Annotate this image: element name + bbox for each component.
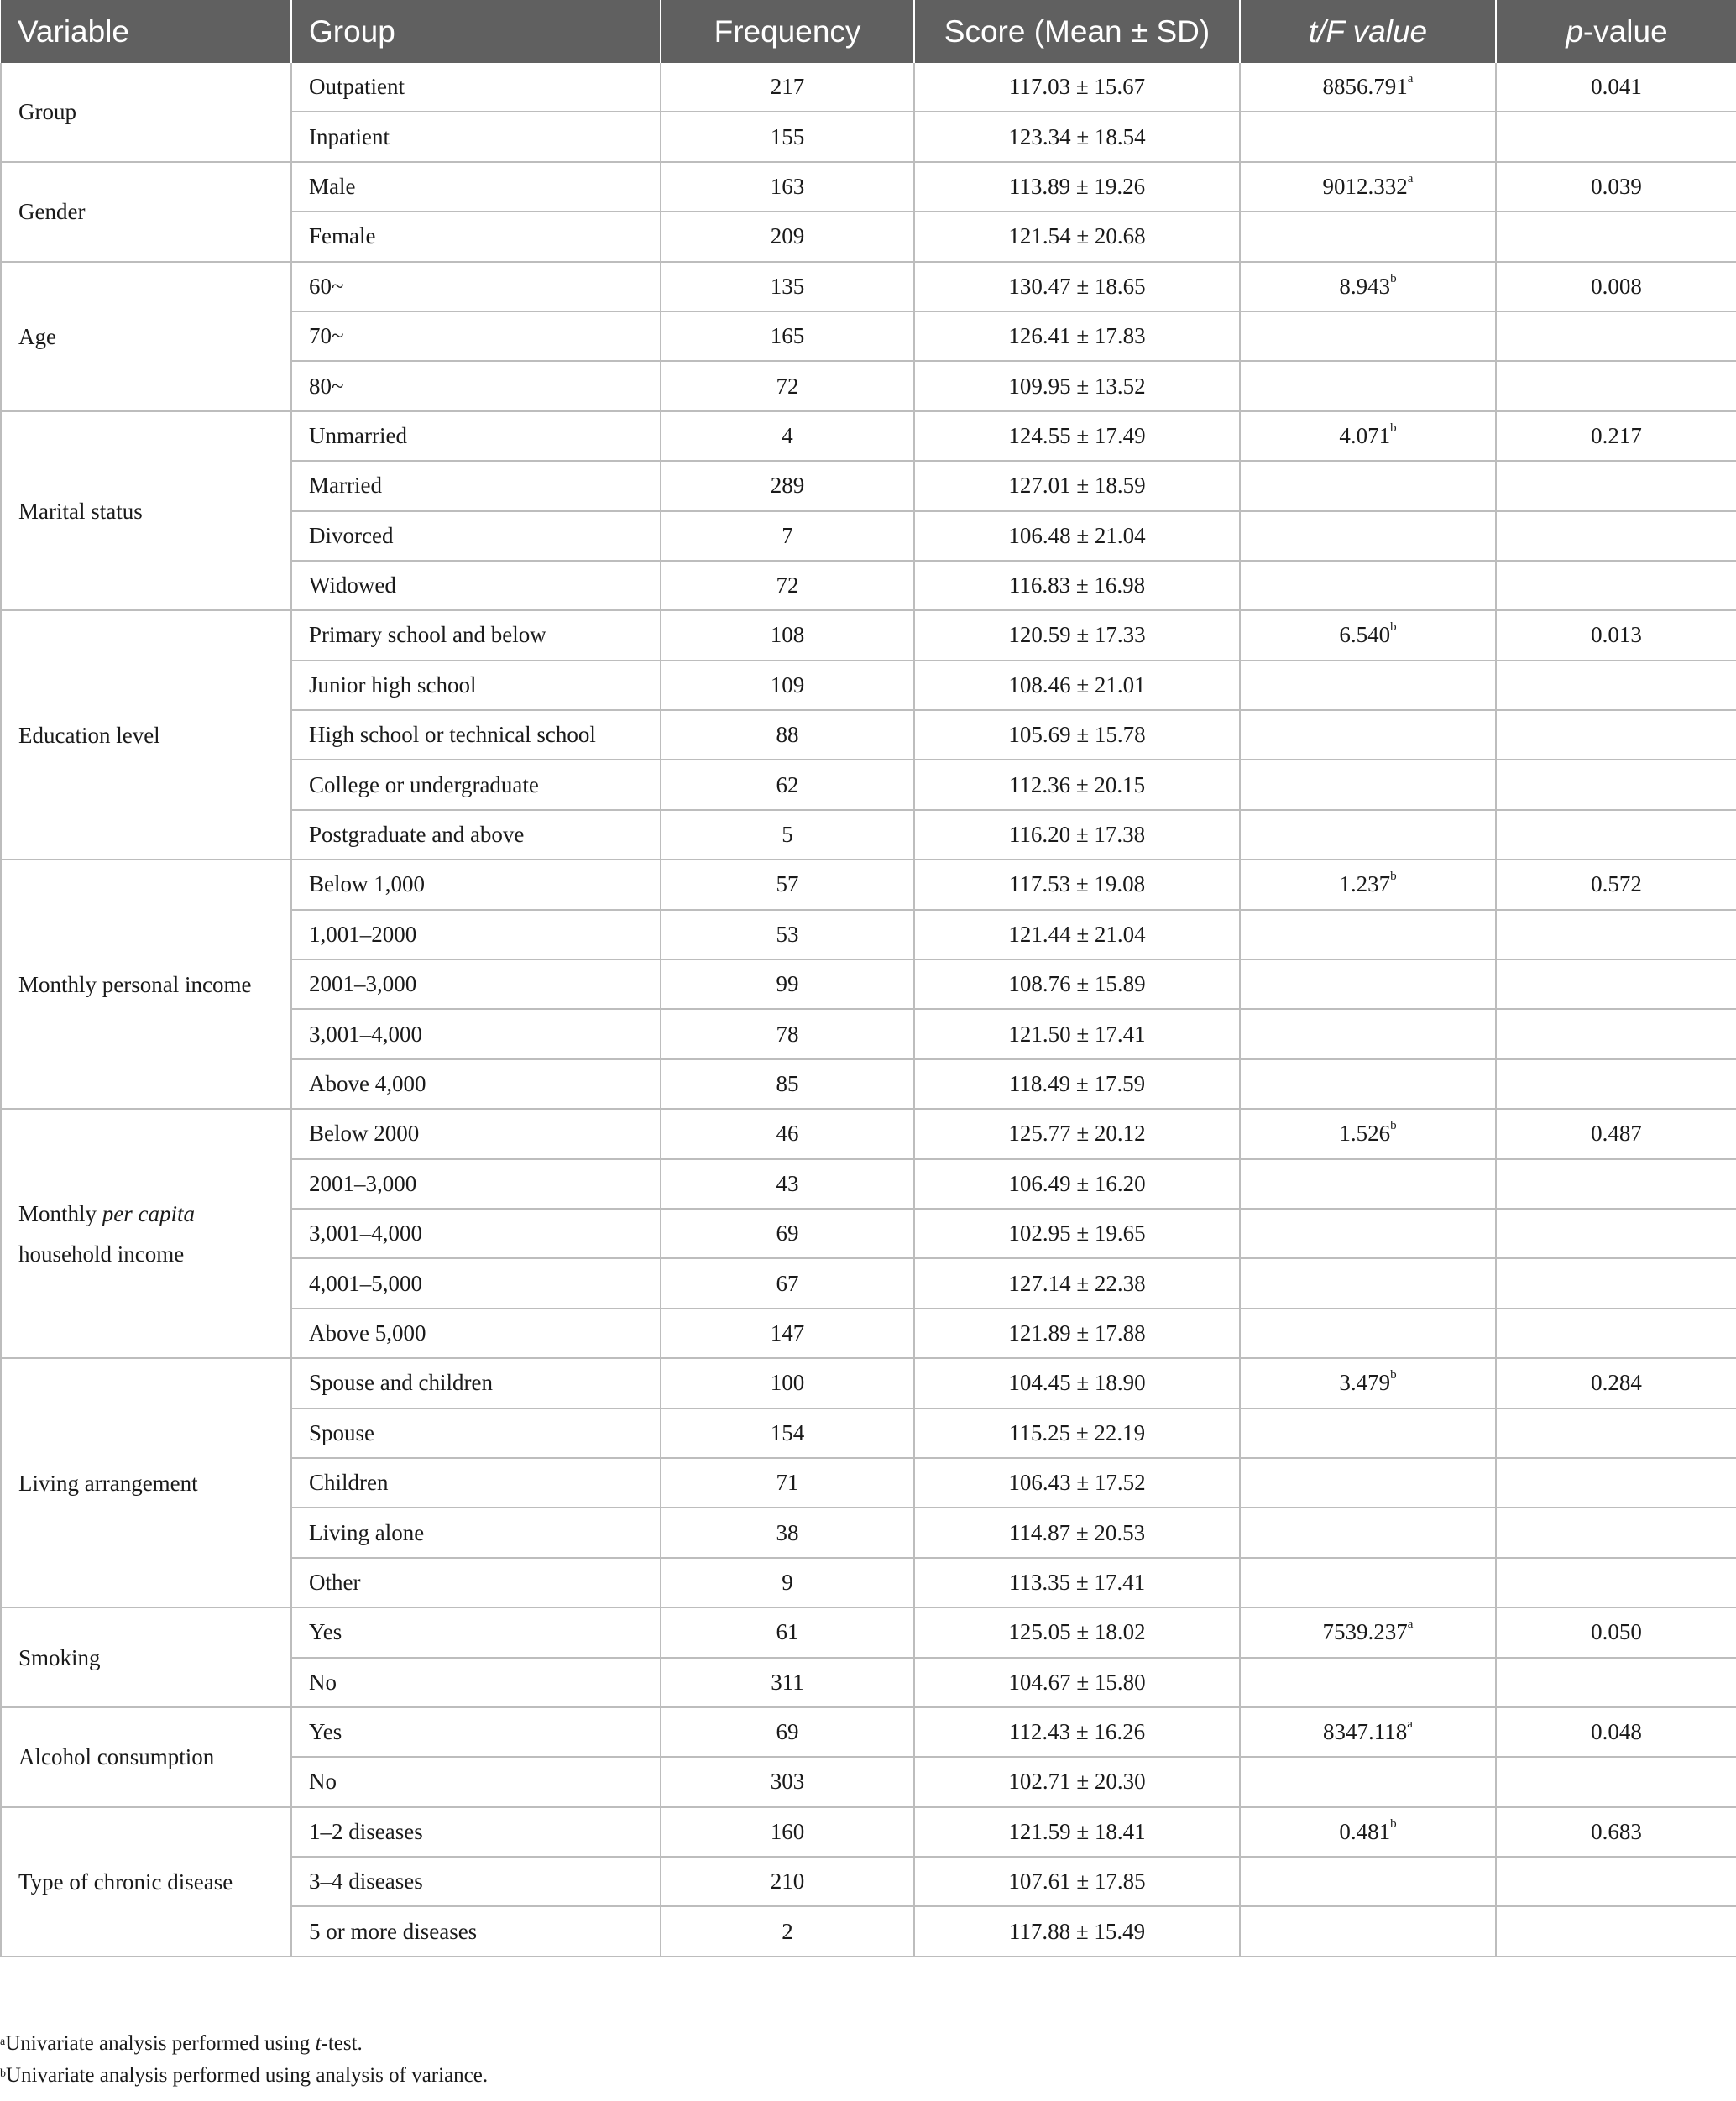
frequency-cell: 43: [661, 1159, 914, 1209]
group-cell: Widowed: [291, 561, 661, 610]
variable-cell: [1, 1807, 291, 1957]
tf-value-cell: [1240, 1258, 1496, 1308]
variable-cell: [1, 1607, 291, 1707]
footnote-a-text-pre: Univariate analysis performed using: [5, 2032, 316, 2055]
variable-label: Monthly personal income: [18, 971, 252, 997]
group-cell: 3–4 diseases: [291, 1857, 661, 1906]
table-row: [1, 1358, 1736, 1408]
score-cell: 106.49 ± 16.20: [914, 1159, 1240, 1209]
header-group: Group: [291, 0, 661, 63]
score-cell: 121.50 ± 17.41: [914, 1009, 1240, 1058]
table-row: [1, 1707, 1736, 1757]
p-value-cell: [1496, 810, 1736, 860]
header-variable: Variable: [1, 0, 291, 63]
tf-value-cell: [1240, 661, 1496, 710]
p-value-cell: [1496, 1857, 1736, 1906]
p-value-cell: [1496, 1458, 1736, 1508]
group-cell: College or undergraduate: [291, 760, 661, 809]
p-value-cell: [1496, 212, 1736, 261]
tf-value-cell: [1240, 1209, 1496, 1258]
table-row: [1, 162, 1736, 212]
table-row: [1, 411, 1736, 461]
variable-label-post: household income: [18, 1241, 185, 1267]
header-tf-value: [1240, 0, 1496, 63]
tf-value: 0.481: [1339, 1818, 1391, 1844]
group-cell: Children: [291, 1458, 661, 1508]
score-cell: 120.59 ± 17.33: [914, 610, 1240, 660]
p-value-cell: [1496, 461, 1736, 510]
p-value-cell: [1496, 1109, 1736, 1158]
score-cell: 125.05 ± 18.02: [914, 1607, 1240, 1657]
footnote-b: [0, 2060, 488, 2092]
tf-footnote-mark: b: [1390, 620, 1397, 635]
p-value-cell: [1496, 860, 1736, 909]
tf-value: 1.237: [1339, 871, 1391, 897]
tf-value-cell: [1240, 361, 1496, 410]
variable-cell: [1, 411, 291, 611]
p-value-cell: [1496, 1807, 1736, 1857]
tf-value: 8856.791: [1322, 74, 1408, 100]
tf-value: 8347.118: [1323, 1719, 1408, 1745]
group-cell: No: [291, 1757, 661, 1806]
group-cell: Postgraduate and above: [291, 810, 661, 860]
tf-value-cell: [1240, 212, 1496, 261]
group-cell: High school or technical school: [291, 710, 661, 760]
score-cell: 121.54 ± 20.68: [914, 212, 1240, 261]
p-value-cell: [1496, 610, 1736, 660]
frequency-cell: 100: [661, 1358, 914, 1408]
variable-cell: [1, 162, 291, 262]
tf-value: 9012.332: [1322, 173, 1408, 199]
group-cell: Spouse: [291, 1409, 661, 1458]
score-cell: 102.95 ± 19.65: [914, 1209, 1240, 1258]
frequency-cell: 135: [661, 262, 914, 311]
frequency-cell: 62: [661, 760, 914, 809]
tf-value: 3.479: [1339, 1370, 1391, 1396]
group-cell: No: [291, 1658, 661, 1707]
p-value-cell: [1496, 910, 1736, 959]
tf-value-cell: [1240, 112, 1496, 161]
variable-cell: [1, 860, 291, 1109]
score-cell: 115.25 ± 22.19: [914, 1409, 1240, 1458]
frequency-cell: 88: [661, 710, 914, 760]
tf-value: 4.071: [1339, 422, 1391, 448]
group-cell: Male: [291, 162, 661, 212]
p-value-cell: [1496, 561, 1736, 610]
tf-value-cell: [1240, 162, 1496, 212]
table-row: [1, 1109, 1736, 1158]
tf-value-cell: [1240, 311, 1496, 361]
tf-value-cell: [1240, 1658, 1496, 1707]
group-cell: Outpatient: [291, 63, 661, 112]
score-cell: 121.89 ± 17.88: [914, 1309, 1240, 1358]
p-value: 0.041: [1591, 74, 1642, 100]
variable-label: Type of chronic disease: [18, 1868, 233, 1895]
score-cell: 107.61 ± 17.85: [914, 1857, 1240, 1906]
tf-value-cell: [1240, 860, 1496, 909]
table-row: [1, 860, 1736, 909]
frequency-cell: 311: [661, 1658, 914, 1707]
table-body: [1, 63, 1736, 1957]
tf-value-cell: [1240, 910, 1496, 959]
score-cell: 127.01 ± 18.59: [914, 461, 1240, 510]
frequency-cell: 165: [661, 311, 914, 361]
group-cell: 2001–3,000: [291, 1159, 661, 1209]
score-cell: 121.44 ± 21.04: [914, 910, 1240, 959]
frequency-cell: 38: [661, 1508, 914, 1557]
tf-footnote-mark: b: [1390, 421, 1397, 435]
group-cell: Below 2000: [291, 1109, 661, 1158]
group-cell: 1–2 diseases: [291, 1807, 661, 1857]
variable-label: Gender: [18, 199, 86, 225]
score-cell: 117.88 ± 15.49: [914, 1906, 1240, 1956]
variable-label: Marital status: [18, 498, 143, 524]
frequency-cell: 109: [661, 661, 914, 710]
score-cell: 108.46 ± 21.01: [914, 661, 1240, 710]
p-value: 0.008: [1591, 273, 1642, 299]
score-cell: 106.48 ± 21.04: [914, 511, 1240, 561]
p-value-cell: [1496, 959, 1736, 1009]
p-value: 0.284: [1591, 1370, 1642, 1396]
tf-value-cell: [1240, 1458, 1496, 1508]
tf-value-cell: [1240, 1009, 1496, 1058]
table-row: [1, 1807, 1736, 1857]
frequency-cell: 85: [661, 1059, 914, 1109]
group-cell: Yes: [291, 1607, 661, 1657]
variable-cell: [1, 1358, 291, 1607]
score-cell: 126.41 ± 17.83: [914, 311, 1240, 361]
frequency-cell: 46: [661, 1109, 914, 1158]
frequency-cell: 69: [661, 1209, 914, 1258]
score-cell: 112.43 ± 16.26: [914, 1707, 1240, 1757]
score-cell: 121.59 ± 18.41: [914, 1807, 1240, 1857]
header-p-value: [1496, 0, 1736, 63]
p-value: 0.050: [1591, 1619, 1642, 1645]
score-cell: 127.14 ± 22.38: [914, 1258, 1240, 1308]
p-value-cell: [1496, 1209, 1736, 1258]
frequency-cell: 147: [661, 1309, 914, 1358]
group-cell: Unmarried: [291, 411, 661, 461]
p-value-cell: [1496, 1707, 1736, 1757]
frequency-cell: 7: [661, 511, 914, 561]
tf-value-cell: [1240, 1558, 1496, 1607]
score-cell: 104.67 ± 15.80: [914, 1658, 1240, 1707]
table-row: [1, 1607, 1736, 1657]
tf-value-cell: [1240, 461, 1496, 510]
score-cell: 130.47 ± 18.65: [914, 262, 1240, 311]
tf-value-cell: [1240, 1857, 1496, 1906]
tf-footnote-mark: a: [1407, 171, 1414, 186]
frequency-cell: 163: [661, 162, 914, 212]
tf-value-cell: [1240, 760, 1496, 809]
score-cell: 123.34 ± 18.54: [914, 112, 1240, 161]
tf-value-cell: [1240, 1807, 1496, 1857]
score-cell: 102.71 ± 20.30: [914, 1757, 1240, 1806]
group-cell: Married: [291, 461, 661, 510]
tf-footnote-mark: b: [1390, 1119, 1397, 1133]
frequency-cell: 71: [661, 1458, 914, 1508]
p-value-cell: [1496, 162, 1736, 212]
variable-label: Education level: [18, 722, 160, 748]
table-row: [1, 262, 1736, 311]
group-cell: 70~: [291, 311, 661, 361]
score-cell: 104.45 ± 18.90: [914, 1358, 1240, 1408]
frequency-cell: 160: [661, 1807, 914, 1857]
score-cell: 116.83 ± 16.98: [914, 561, 1240, 610]
group-cell: Yes: [291, 1707, 661, 1757]
frequency-cell: 72: [661, 561, 914, 610]
variable-label: Group: [18, 99, 76, 125]
frequency-cell: 99: [661, 959, 914, 1009]
tf-value-cell: [1240, 411, 1496, 461]
score-cell: 124.55 ± 17.49: [914, 411, 1240, 461]
tf-value-cell: [1240, 511, 1496, 561]
footnote-a-text-post: -test.: [321, 2032, 363, 2055]
p-value-cell: [1496, 760, 1736, 809]
variable-label: Age: [18, 323, 56, 349]
table-row: [1, 610, 1736, 660]
p-value-cell: [1496, 511, 1736, 561]
variable-label-pre: Monthly: [18, 1200, 102, 1226]
frequency-cell: 209: [661, 212, 914, 261]
p-value-cell: [1496, 1658, 1736, 1707]
p-value: 0.013: [1591, 622, 1642, 648]
group-cell: Above 5,000: [291, 1309, 661, 1358]
tf-value: 1.526: [1339, 1121, 1391, 1147]
tf-value-cell: [1240, 810, 1496, 860]
variable-cell: [1, 610, 291, 860]
p-value: 0.572: [1591, 871, 1642, 897]
frequency-cell: 217: [661, 63, 914, 112]
frequency-cell: 4: [661, 411, 914, 461]
p-value-cell: [1496, 661, 1736, 710]
frequency-cell: 9: [661, 1558, 914, 1607]
tf-footnote-mark: b: [1390, 870, 1397, 884]
tf-footnote-mark: b: [1390, 271, 1397, 285]
tf-value-cell: [1240, 262, 1496, 311]
score-cell: 118.49 ± 17.59: [914, 1059, 1240, 1109]
variable-label: Alcohol consumption: [18, 1744, 215, 1770]
frequency-cell: 57: [661, 860, 914, 909]
tf-value-cell: [1240, 1309, 1496, 1358]
frequency-cell: 2: [661, 1906, 914, 1956]
score-cell: 113.35 ± 17.41: [914, 1558, 1240, 1607]
group-cell: Above 4,000: [291, 1059, 661, 1109]
p-value: 0.487: [1591, 1121, 1642, 1147]
tf-value-cell: [1240, 561, 1496, 610]
footnote-b-text: Univariate analysis performed using analysis of variance.: [6, 2064, 489, 2087]
tf-footnote-mark: a: [1407, 1717, 1413, 1732]
variable-cell: [1, 63, 291, 162]
p-value-cell: [1496, 311, 1736, 361]
tf-value-cell: [1240, 1409, 1496, 1458]
header-score: Score (Mean ± SD): [914, 0, 1240, 63]
score-cell: 117.53 ± 19.08: [914, 860, 1240, 909]
group-cell: Other: [291, 1558, 661, 1607]
p-value-cell: [1496, 361, 1736, 410]
tf-value-cell: [1240, 1059, 1496, 1109]
p-value-cell: [1496, 411, 1736, 461]
p-value-cell: [1496, 112, 1736, 161]
score-cell: 116.20 ± 17.38: [914, 810, 1240, 860]
p-value-cell: [1496, 1258, 1736, 1308]
group-cell: Inpatient: [291, 112, 661, 161]
frequency-cell: 67: [661, 1258, 914, 1308]
footnote-b-mark: b: [0, 2067, 6, 2080]
frequency-cell: 289: [661, 461, 914, 510]
tf-value-cell: [1240, 710, 1496, 760]
group-cell: 1,001–2000: [291, 910, 661, 959]
tf-footnote-mark: b: [1390, 1368, 1397, 1382]
tf-value-cell: [1240, 959, 1496, 1009]
score-cell: 113.89 ± 19.26: [914, 162, 1240, 212]
score-cell: 105.69 ± 15.78: [914, 710, 1240, 760]
p-value: 0.683: [1591, 1818, 1642, 1844]
group-cell: Junior high school: [291, 661, 661, 710]
frequency-cell: 210: [661, 1857, 914, 1906]
score-cell: 109.95 ± 13.52: [914, 361, 1240, 410]
p-value-cell: [1496, 1159, 1736, 1209]
frequency-cell: 78: [661, 1009, 914, 1058]
p-value-cell: [1496, 1358, 1736, 1408]
group-cell: 60~: [291, 262, 661, 311]
tf-value-cell: [1240, 1906, 1496, 1956]
footnote-a-mark: a: [0, 2036, 6, 2048]
group-cell: 4,001–5,000: [291, 1258, 661, 1308]
score-cell: 114.87 ± 20.53: [914, 1508, 1240, 1557]
p-value-cell: [1496, 1906, 1736, 1956]
group-cell: Below 1,000: [291, 860, 661, 909]
variable-cell: [1, 1707, 291, 1807]
header-p-italic: p: [1566, 13, 1583, 49]
table-header-row: [1, 0, 1736, 63]
group-cell: Female: [291, 212, 661, 261]
score-cell: 106.43 ± 17.52: [914, 1458, 1240, 1508]
variable-label: Living arrangement: [18, 1470, 198, 1496]
footnote-a: [0, 2028, 488, 2060]
group-cell: 5 or more diseases: [291, 1906, 661, 1956]
tf-footnote-mark: a: [1407, 72, 1414, 86]
variable-label: Smoking: [18, 1644, 101, 1670]
p-value-cell: [1496, 1309, 1736, 1358]
p-value-cell: [1496, 1508, 1736, 1557]
footnotes: [0, 2028, 488, 2092]
tf-value: 8.943: [1339, 273, 1391, 299]
group-cell: Divorced: [291, 511, 661, 561]
tf-value-cell: [1240, 1159, 1496, 1209]
frequency-cell: 53: [661, 910, 914, 959]
tf-value-cell: [1240, 1757, 1496, 1806]
group-cell: 2001–3,000: [291, 959, 661, 1009]
tf-value-cell: [1240, 1508, 1496, 1557]
group-cell: Spouse and children: [291, 1358, 661, 1408]
tf-footnote-mark: a: [1407, 1618, 1414, 1632]
p-value-cell: [1496, 262, 1736, 311]
p-value-cell: [1496, 1757, 1736, 1806]
header-p-suffix: -value: [1582, 13, 1668, 49]
tf-value-cell: [1240, 1607, 1496, 1657]
group-cell: 3,001–4,000: [291, 1209, 661, 1258]
header-frequency: Frequency: [661, 0, 914, 63]
group-cell: Living alone: [291, 1508, 661, 1557]
score-cell: 108.76 ± 15.89: [914, 959, 1240, 1009]
frequency-cell: 155: [661, 112, 914, 161]
variable-cell: [1, 1109, 291, 1358]
score-cell: 112.36 ± 20.15: [914, 760, 1240, 809]
tf-value-cell: [1240, 610, 1496, 660]
p-value: 0.048: [1591, 1719, 1642, 1745]
group-cell: 3,001–4,000: [291, 1009, 661, 1058]
tf-value-cell: [1240, 1358, 1496, 1408]
tf-footnote-mark: b: [1390, 1816, 1397, 1831]
frequency-cell: 5: [661, 810, 914, 860]
p-value-cell: [1496, 1059, 1736, 1109]
score-cell: 117.03 ± 15.67: [914, 63, 1240, 112]
table-row: [1, 63, 1736, 112]
p-value: 0.217: [1591, 422, 1642, 448]
p-value-cell: [1496, 710, 1736, 760]
p-value-cell: [1496, 63, 1736, 112]
footnote-a-text-italic: t: [315, 2032, 322, 2055]
tf-value: 6.540: [1339, 622, 1391, 648]
tf-value-cell: [1240, 1109, 1496, 1158]
group-cell: 80~: [291, 361, 661, 410]
variable-label-italic: per capita: [102, 1200, 195, 1226]
frequency-cell: 69: [661, 1707, 914, 1757]
p-value-cell: [1496, 1558, 1736, 1607]
p-value-cell: [1496, 1409, 1736, 1458]
tf-value-cell: [1240, 63, 1496, 112]
frequency-cell: 108: [661, 610, 914, 660]
frequency-cell: 61: [661, 1607, 914, 1657]
group-cell: Primary school and below: [291, 610, 661, 660]
frequency-cell: 72: [661, 361, 914, 410]
tf-value: 7539.237: [1322, 1619, 1408, 1645]
frequency-cell: 154: [661, 1409, 914, 1458]
p-value: 0.039: [1591, 173, 1642, 199]
tf-value-cell: [1240, 1707, 1496, 1757]
frequency-cell: 303: [661, 1757, 914, 1806]
p-value-cell: [1496, 1009, 1736, 1058]
header-tf-text: t/F value: [1308, 13, 1428, 49]
variable-cell: [1, 262, 291, 411]
score-cell: 125.77 ± 20.12: [914, 1109, 1240, 1158]
p-value-cell: [1496, 1607, 1736, 1657]
